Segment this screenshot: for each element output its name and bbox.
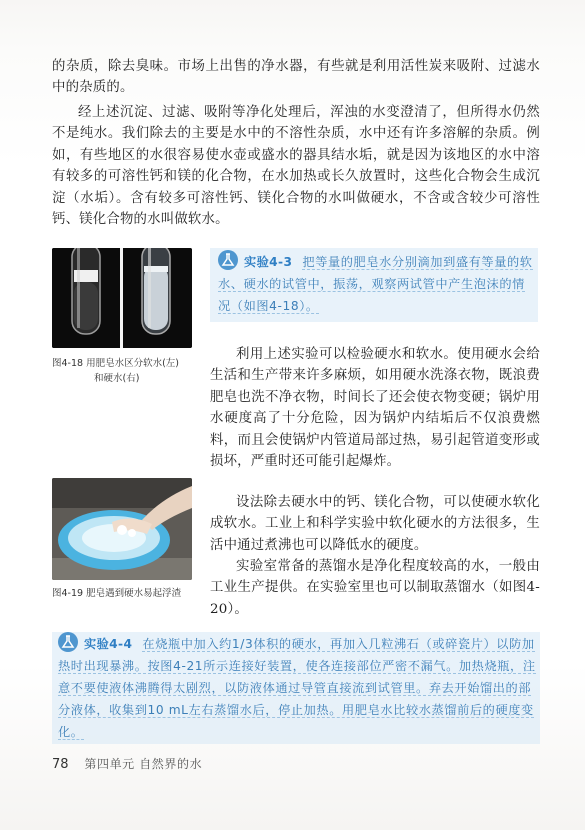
figure-4-19-caption: 图4-19 肥皂遇到硬水易起浮渣 [52, 588, 182, 599]
paragraph-softening: 设法除去硬水中的钙、镁化合物，可以使硬水软化成软水。工业上和科学实验中软化硬水的方法很多，生活中通过煮沸也可以降低水的硬度。 [210, 495, 540, 553]
paragraph-hard-water-definition: 经上述沉淀、过滤、吸附等净化处理后，浑浊的水变澄清了，但所得水仍然不是纯水。我们除去的主要是水中的不溶性杂质，水中还有许多溶解的杂质。例如，有些地区的水很容易使水壶或盛水的器具结水垢，就是因为该地区的水中溶有较多的可溶性钙和镁的化合物，在水加热或长久放置时，这些化合物会生成沉淀（水垢）。含有较多可溶性钙、镁化合物的水叫做硬水，不含或含较少可溶性钙、镁化合物的水叫做软水。 [52, 105, 540, 228]
hard-water-tube [142, 248, 170, 334]
experiment-4-3-box [210, 248, 538, 322]
figure-4-19-photo [52, 478, 192, 580]
figure-4-18-caption [52, 356, 202, 386]
paragraph-activated-carbon: 的杂质，除去臭味。市场上出售的净水器，有些就是利用活性炭来吸附、过滤水中的杂质的。 [52, 59, 540, 96]
page-number: 78 [52, 757, 69, 772]
experiment-4-4-box [52, 632, 540, 744]
test-tubes-illustration [52, 248, 192, 348]
experiment-4-3-title: 实验4-3 [244, 255, 293, 269]
basin-washing-illustration [52, 478, 192, 580]
soft-water-tube [72, 248, 100, 334]
experiment-4-3-text: 把等量的肥皂水分别滴加到盛有等量的软水、硬水的试管中，振荡，观察两试管中产生泡沫的情况（如图4-18）。 [218, 255, 533, 313]
paragraph-distilled-water: 实验室常备的蒸馏水是净化程度较高的水，一般由工业生产提供。在实验室里也可以制取蒸馏水（如图4-20）。 [210, 559, 540, 617]
flask-icon [218, 250, 238, 270]
paragraph-hard-water-problems: 利用上述实验可以检验硬水和软水。使用硬水会给生活和生产带来许多麻烦，如用硬水洗涤衣物，既浪费肥皂也洗不净衣物，时间长了还会使衣物变硬；锅炉用水硬度高了十分危险，因为锅炉内结垢后不仅浪费燃料，而且会使锅炉内管道局部过热，易引起管道变形或损坏，严重时还可能引起爆炸。 [210, 347, 540, 470]
unit-title: 第四单元 自然界的水 [84, 757, 203, 771]
experiment-4-4-title: 实验4-4 [84, 637, 133, 651]
caption-line-2: 和硬水(右) [94, 373, 140, 384]
experiment-4-4-text: 在烧瓶中加入约1/3体积的硬水，再加入几粒沸石（或碎瓷片）以防加热时出现暴沸。按图4-21所示连接好装置，使各连接部位严密不漏气。加热烧瓶，注意不要使液体沸腾得太剧烈，以防液体通过导管直接流到试管里。弃去开始馏出的部分液体，收集到10 mL左右蒸馏水后，停止加热。用肥皂水比较水蒸馏前后的硬度变化。 [58, 637, 536, 739]
caption-line-1: 图4-18 用肥皂水区分软水(左) [52, 358, 179, 369]
flask-icon [58, 632, 78, 652]
page-footer [52, 755, 202, 772]
figure-4-18-photo [52, 248, 192, 348]
